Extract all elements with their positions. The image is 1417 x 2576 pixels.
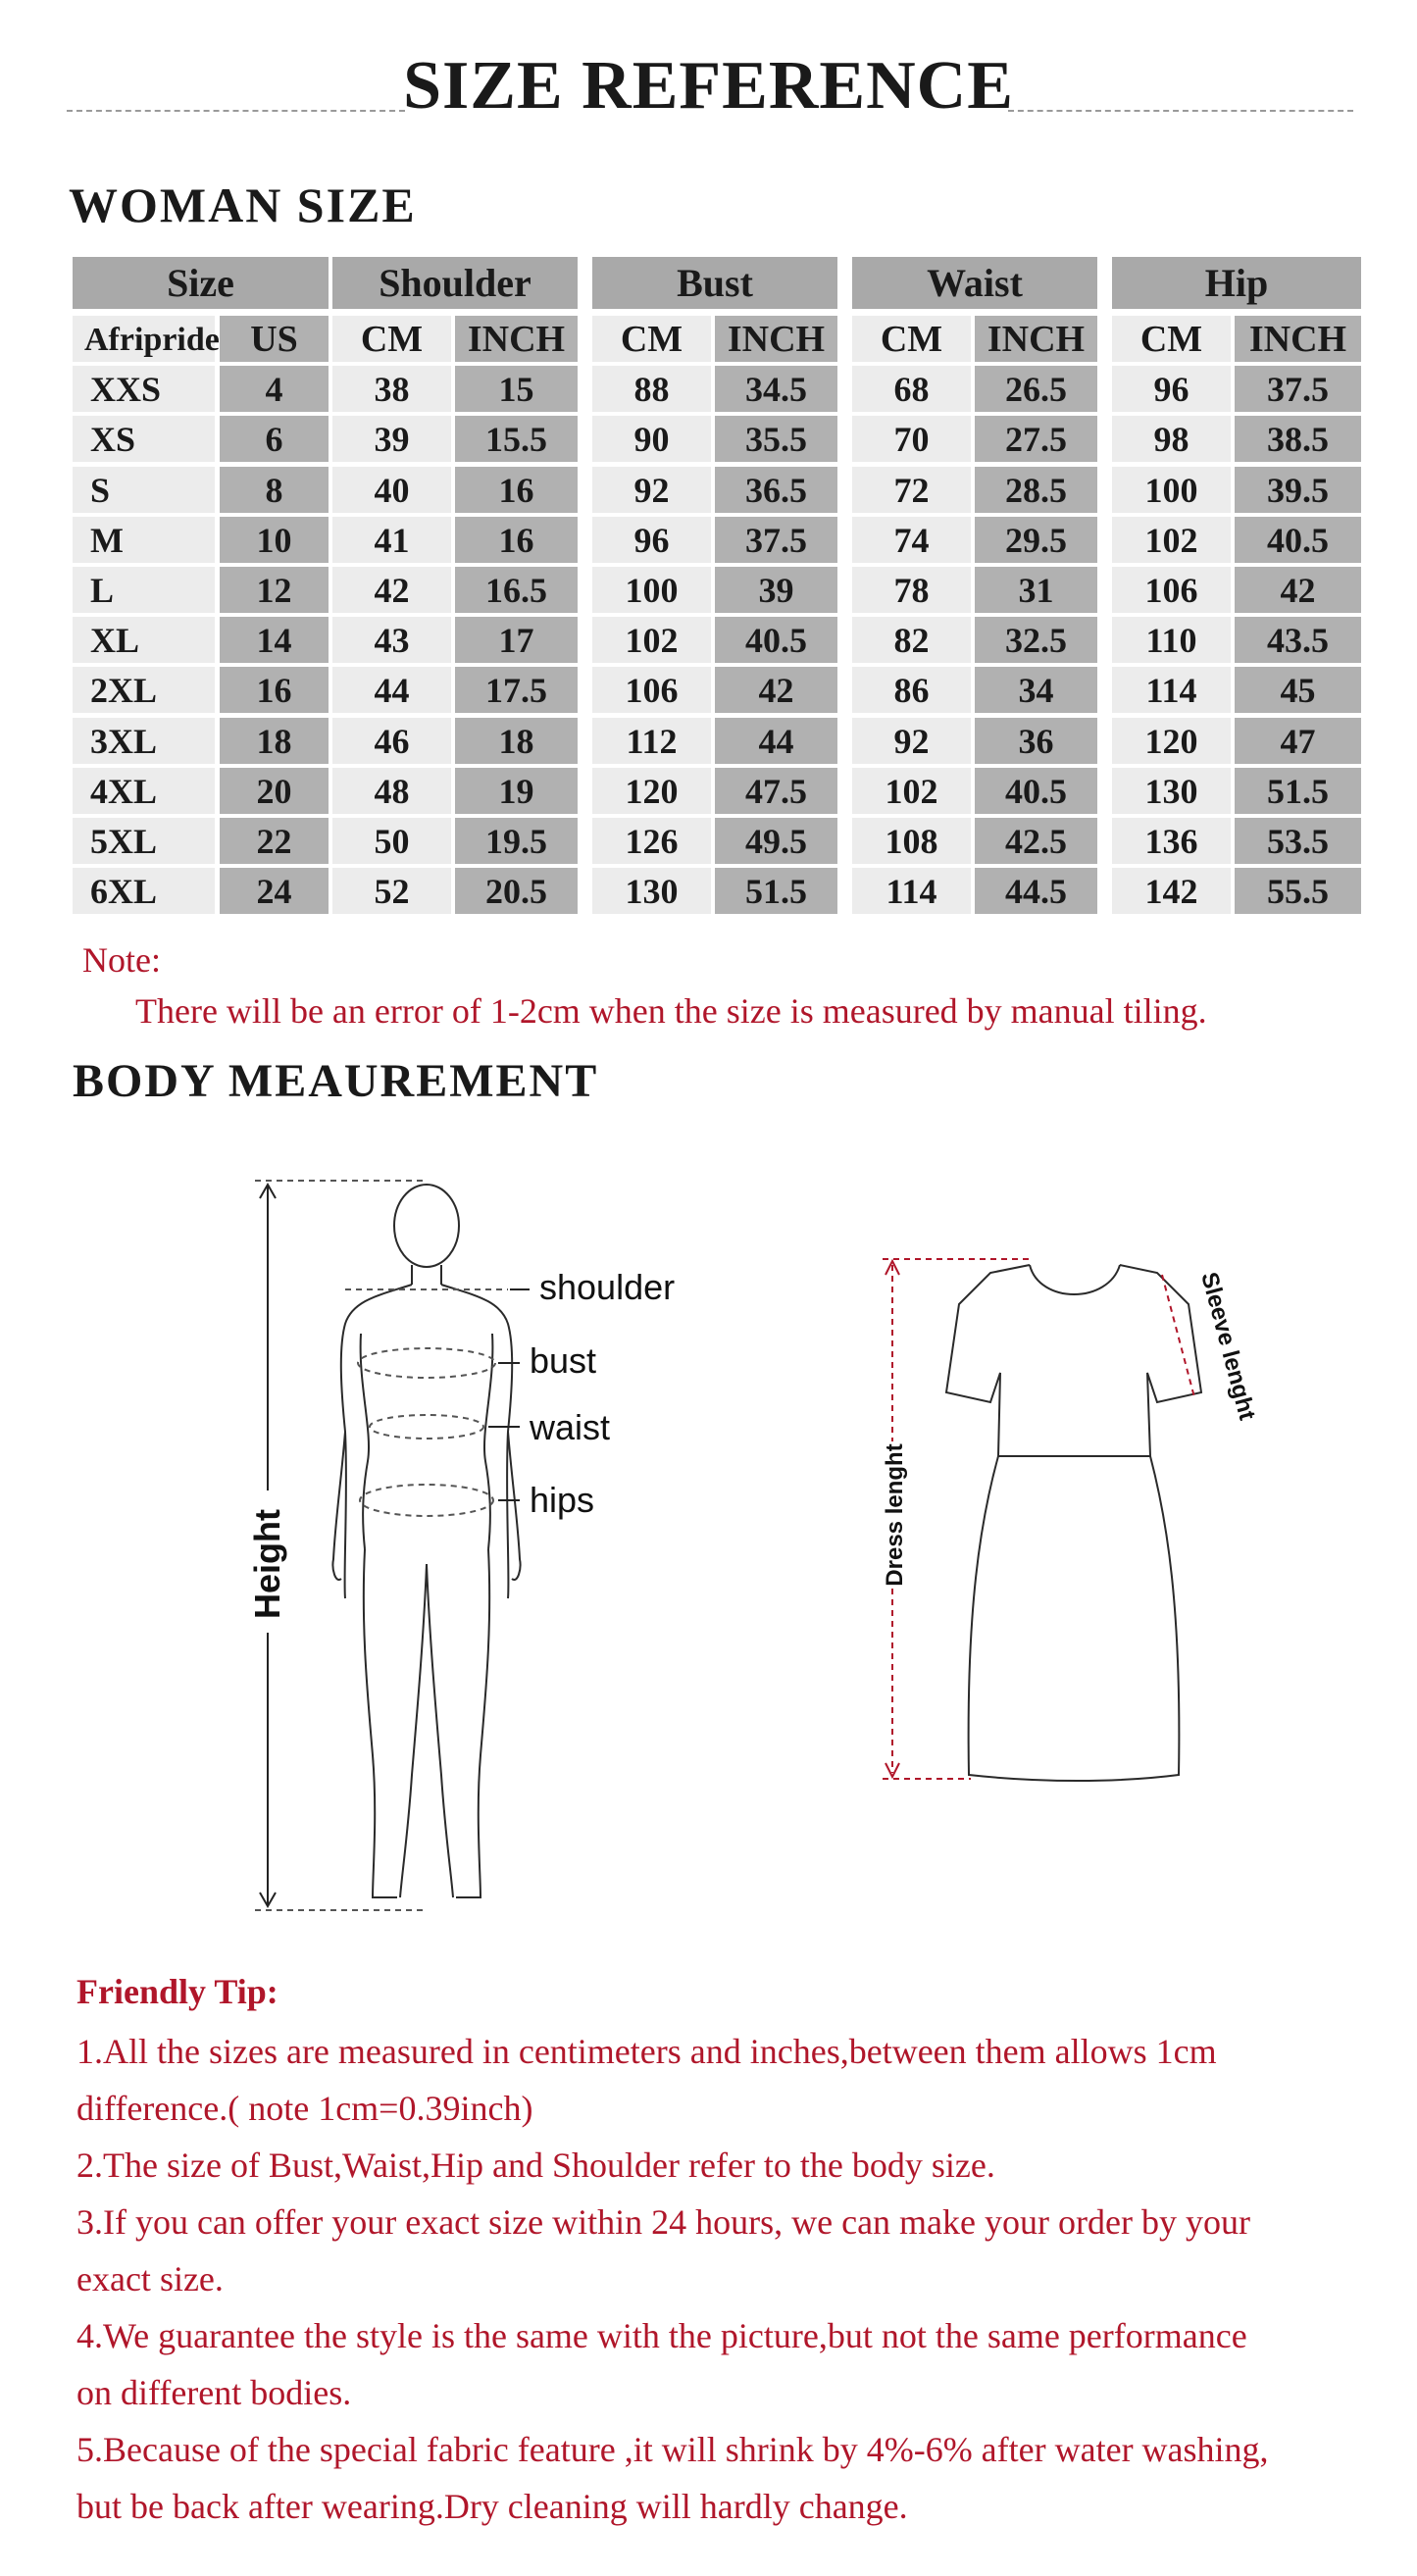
table-cell: 18 bbox=[455, 718, 578, 764]
hips-label: hips bbox=[530, 1480, 595, 1520]
table-cell: 6 bbox=[220, 416, 329, 462]
table-cell: 42 bbox=[715, 667, 837, 713]
table-cell: 106 bbox=[1112, 567, 1231, 613]
table-cell: 3XL bbox=[73, 718, 215, 764]
sleeve-length-label: Sleeve lenght bbox=[1195, 1269, 1261, 1424]
table-cell: XXS bbox=[73, 366, 215, 412]
table-cell: 37.5 bbox=[715, 517, 837, 563]
table-cell: 39 bbox=[715, 567, 837, 613]
table-cell: 15.5 bbox=[455, 416, 578, 462]
table-cell: 44 bbox=[332, 667, 451, 713]
table-cell: 45 bbox=[1235, 667, 1361, 713]
column-header: INCH bbox=[455, 316, 578, 362]
table-cell: 32.5 bbox=[975, 617, 1097, 663]
table-cell: 46 bbox=[332, 718, 451, 764]
table-cell: 49.5 bbox=[715, 818, 837, 864]
table-cell: 70 bbox=[852, 416, 971, 462]
table-cell: 16 bbox=[455, 517, 578, 563]
table-cell: 40.5 bbox=[975, 768, 1097, 814]
group-header: Bust bbox=[592, 257, 837, 309]
column-header: CM bbox=[332, 316, 451, 362]
table-cell: 40.5 bbox=[715, 617, 837, 663]
table-cell: 38 bbox=[332, 366, 451, 412]
table-cell: 28.5 bbox=[975, 467, 1097, 513]
table-cell: 102 bbox=[1112, 517, 1231, 563]
table-cell: 2XL bbox=[73, 667, 215, 713]
tip-line: 2.The size of Bust,Waist,Hip and Shoulder refer to the body size. bbox=[76, 2146, 995, 2185]
table-cell: 34 bbox=[975, 667, 1097, 713]
table-cell: 108 bbox=[852, 818, 971, 864]
table-cell: 5XL bbox=[73, 818, 215, 864]
table-cell: 130 bbox=[592, 868, 711, 914]
table-cell: 12 bbox=[220, 567, 329, 613]
table-cell: 100 bbox=[592, 567, 711, 613]
table-cell: 53.5 bbox=[1235, 818, 1361, 864]
friendly-tip-title: Friendly Tip: bbox=[76, 1972, 278, 2011]
table-cell: 16.5 bbox=[455, 567, 578, 613]
table-cell: 43.5 bbox=[1235, 617, 1361, 663]
table-cell: 96 bbox=[1112, 366, 1231, 412]
table-cell: 16 bbox=[455, 467, 578, 513]
table-cell: 31 bbox=[975, 567, 1097, 613]
table-cell: 130 bbox=[1112, 768, 1231, 814]
table-cell: 27.5 bbox=[975, 416, 1097, 462]
table-cell: 136 bbox=[1112, 818, 1231, 864]
woman-size-heading: WOMAN SIZE bbox=[69, 177, 417, 232]
table-cell: 126 bbox=[592, 818, 711, 864]
group-header: Hip bbox=[1112, 257, 1361, 309]
table-cell: 39.5 bbox=[1235, 467, 1361, 513]
tip-line: 4.We guarantee the style is the same with the picture,but not the same performance bbox=[76, 2316, 1247, 2355]
table-cell: 35.5 bbox=[715, 416, 837, 462]
table-cell: 36.5 bbox=[715, 467, 837, 513]
table-cell: 38.5 bbox=[1235, 416, 1361, 462]
tip-line: 3.If you can offer your exact size within 24 hours, we can make your order by your bbox=[76, 2202, 1250, 2242]
table-cell: 19 bbox=[455, 768, 578, 814]
table-cell: 29.5 bbox=[975, 517, 1097, 563]
table-cell: S bbox=[73, 467, 215, 513]
table-cell: 16 bbox=[220, 667, 329, 713]
table-cell: 26.5 bbox=[975, 366, 1097, 412]
table-cell: 42 bbox=[332, 567, 451, 613]
table-cell: 112 bbox=[592, 718, 711, 764]
tip-line: 5.Because of the special fabric feature ,it will shrink by 4%-6% after water washing, bbox=[76, 2430, 1269, 2469]
table-cell: L bbox=[73, 567, 215, 613]
column-header: Afripride bbox=[73, 316, 215, 362]
table-cell: 68 bbox=[852, 366, 971, 412]
shoulder-label: shoulder bbox=[539, 1267, 676, 1307]
column-header: INCH bbox=[715, 316, 837, 362]
table-cell: 22 bbox=[220, 818, 329, 864]
table-cell: 88 bbox=[592, 366, 711, 412]
column-header: INCH bbox=[975, 316, 1097, 362]
tip-line: but be back after wearing.Dry cleaning will hardly change. bbox=[76, 2487, 908, 2526]
table-cell: M bbox=[73, 517, 215, 563]
table-cell: 102 bbox=[592, 617, 711, 663]
table-cell: 43 bbox=[332, 617, 451, 663]
table-cell: XL bbox=[73, 617, 215, 663]
table-cell: 98 bbox=[1112, 416, 1231, 462]
table-cell: 8 bbox=[220, 467, 329, 513]
table-cell: 36 bbox=[975, 718, 1097, 764]
table-cell: 34.5 bbox=[715, 366, 837, 412]
table-cell: 114 bbox=[1112, 667, 1231, 713]
dress-length-label: Dress lenght bbox=[882, 1443, 908, 1587]
height-label: Height bbox=[247, 1509, 287, 1619]
table-cell: 41 bbox=[332, 517, 451, 563]
table-cell: 20 bbox=[220, 768, 329, 814]
column-header: CM bbox=[852, 316, 971, 362]
tip-line: difference.( note 1cm=0.39inch) bbox=[76, 2089, 533, 2128]
bust-label: bust bbox=[530, 1340, 597, 1381]
waist-label: waist bbox=[530, 1407, 611, 1447]
table-cell: 17 bbox=[455, 617, 578, 663]
dress-figure bbox=[863, 1245, 1285, 1794]
table-cell: 90 bbox=[592, 416, 711, 462]
table-cell: 92 bbox=[852, 718, 971, 764]
table-cell: 50 bbox=[332, 818, 451, 864]
group-header: Shoulder bbox=[332, 257, 578, 309]
table-cell: 114 bbox=[852, 868, 971, 914]
table-cell: 6XL bbox=[73, 868, 215, 914]
table-cell: 44 bbox=[715, 718, 837, 764]
table-cell: 40 bbox=[332, 467, 451, 513]
note-text: There will be an error of 1-2cm when the size is measured by manual tiling. bbox=[135, 991, 1207, 1031]
table-cell: 100 bbox=[1112, 467, 1231, 513]
table-cell: 10 bbox=[220, 517, 329, 563]
table-cell: 51.5 bbox=[715, 868, 837, 914]
column-header: CM bbox=[592, 316, 711, 362]
page-title: SIZE REFERENCE bbox=[403, 48, 1014, 124]
tip-line: 1.All the sizes are measured in centimeters and inches,between them allows 1cm bbox=[76, 2032, 1217, 2071]
note-label: Note: bbox=[82, 940, 161, 980]
table-cell: 55.5 bbox=[1235, 868, 1361, 914]
table-cell: 102 bbox=[852, 768, 971, 814]
table-cell: 24 bbox=[220, 868, 329, 914]
tip-line: exact size. bbox=[76, 2259, 224, 2298]
table-cell: 15 bbox=[455, 366, 578, 412]
table-cell: 48 bbox=[332, 768, 451, 814]
table-cell: 82 bbox=[852, 617, 971, 663]
table-cell: 106 bbox=[592, 667, 711, 713]
table-cell: 19.5 bbox=[455, 818, 578, 864]
title-bar bbox=[0, 47, 1417, 145]
table-cell: 47.5 bbox=[715, 768, 837, 814]
group-header: Waist bbox=[852, 257, 1097, 309]
table-cell: 44.5 bbox=[975, 868, 1097, 914]
table-cell: 96 bbox=[592, 517, 711, 563]
table-cell: 86 bbox=[852, 667, 971, 713]
table-cell: 52 bbox=[332, 868, 451, 914]
table-cell: 42 bbox=[1235, 567, 1361, 613]
table-cell: 40.5 bbox=[1235, 517, 1361, 563]
body-measurement-heading: BODY MEAUREMENT bbox=[73, 1055, 599, 1107]
table-cell: 37.5 bbox=[1235, 366, 1361, 412]
table-cell: 110 bbox=[1112, 617, 1231, 663]
table-cell: XS bbox=[73, 416, 215, 462]
table-cell: 47 bbox=[1235, 718, 1361, 764]
column-header: INCH bbox=[1235, 316, 1361, 362]
table-cell: 17.5 bbox=[455, 667, 578, 713]
tip-line: on different bodies. bbox=[76, 2373, 352, 2412]
body-figure bbox=[235, 1167, 745, 1942]
table-cell: 4 bbox=[220, 366, 329, 412]
column-header: US bbox=[220, 316, 329, 362]
table-cell: 4XL bbox=[73, 768, 215, 814]
table-cell: 20.5 bbox=[455, 868, 578, 914]
group-header: Size bbox=[73, 257, 329, 309]
table-cell: 120 bbox=[592, 768, 711, 814]
table-cell: 14 bbox=[220, 617, 329, 663]
table-cell: 72 bbox=[852, 467, 971, 513]
table-cell: 42.5 bbox=[975, 818, 1097, 864]
table-cell: 120 bbox=[1112, 718, 1231, 764]
table-cell: 51.5 bbox=[1235, 768, 1361, 814]
table-cell: 18 bbox=[220, 718, 329, 764]
table-cell: 92 bbox=[592, 467, 711, 513]
table-cell: 74 bbox=[852, 517, 971, 563]
column-header: CM bbox=[1112, 316, 1231, 362]
table-cell: 142 bbox=[1112, 868, 1231, 914]
table-cell: 39 bbox=[332, 416, 451, 462]
table-cell: 78 bbox=[852, 567, 971, 613]
